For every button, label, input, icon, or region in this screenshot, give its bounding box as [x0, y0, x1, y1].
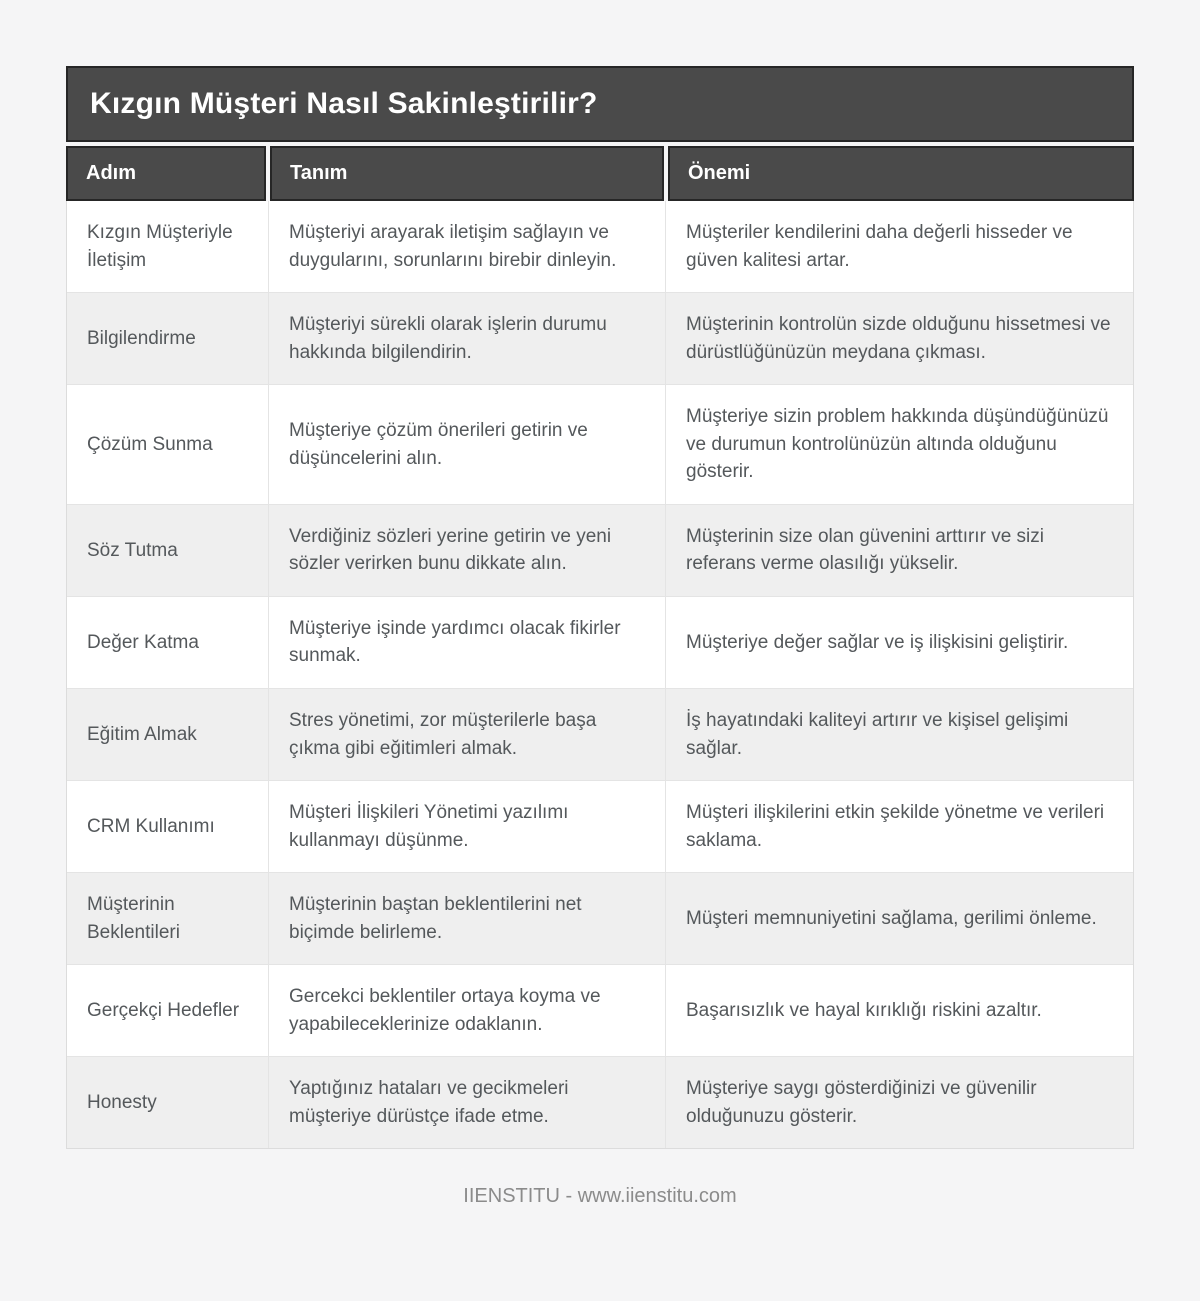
- table-row: [67, 688, 1133, 780]
- table-body: [66, 201, 1134, 1149]
- table-row: [67, 504, 1133, 596]
- definition-cell: Müşteriye çözüm önerileri getirin ve düşüncelerini alın.: [268, 385, 665, 504]
- step-cell: Çözüm Sunma: [87, 433, 213, 455]
- table-row: [67, 292, 1133, 384]
- page-title: Kızgın Müşteri Nasıl Sakinleştirilir?: [66, 66, 1134, 142]
- step-cell: Müşterinin Beklentileri: [87, 894, 180, 943]
- importance-cell: İş hayatındaki kaliteyi artırır ve kişisel gelişimi sağlar.: [665, 689, 1133, 780]
- table-row: [67, 596, 1133, 688]
- definition-cell: Yaptığınız hataları ve gecikmeleri müşteriye dürüstçe ifade etme.: [268, 1057, 665, 1148]
- step-cell: Eğitim Almak: [87, 723, 197, 745]
- content-container: [66, 0, 1134, 1268]
- importance-cell: Müşteriye sizin problem hakkında düşündüğünüzü ve durumun kontrolünüzün altında olduğunu gösterir.: [665, 385, 1133, 504]
- importance-cell: Müşterinin kontrolün sizde olduğunu hissetmesi ve dürüstlüğünüzün meydana çıkması.: [665, 293, 1133, 384]
- step-cell: Gerçekçi Hedefler: [87, 1000, 240, 1022]
- table-header-row: [66, 146, 1134, 201]
- importance-cell: Müşteri memnuniyetini sağlama, gerilimi önleme.: [665, 873, 1133, 964]
- importance-cell: Müşteriye saygı gösterdiğinizi ve güvenilir olduğunuzu gösterir.: [665, 1057, 1133, 1148]
- definition-cell: Müşteriye işinde yardımcı olacak fikirler sunmak.: [268, 597, 665, 688]
- importance-cell: Müşteriler kendilerini daha değerli hisseder ve güven kalitesi artar.: [665, 201, 1133, 292]
- step-cell: Kızgın Müşteriyle İletişim: [87, 222, 233, 271]
- step-cell: Değer Katma: [87, 631, 199, 653]
- table-row: [67, 201, 1133, 292]
- table-row: [67, 384, 1133, 504]
- definition-cell: Müşteriyi sürekli olarak işlerin durumu hakkında bilgilendirin.: [268, 293, 665, 384]
- definition-cell: Stres yönetimi, zor müşterilerle başa çıkma gibi eğitimleri almak.: [268, 689, 665, 780]
- importance-cell: Müşteriye değer sağlar ve iş ilişkisini geliştirir.: [665, 597, 1133, 688]
- definition-cell: Müşteriyi arayarak iletişim sağlayın ve duygularını, sorunlarını birebir dinleyin.: [268, 201, 665, 292]
- definition-cell: Müşterinin baştan beklentilerini net biçimde belirleme.: [268, 873, 665, 964]
- definition-cell: Gercekci beklentiler ortaya koyma ve yapabileceklerinize odaklanın.: [268, 965, 665, 1056]
- importance-cell: Müşteri ilişkilerini etkin şekilde yönetme ve verileri saklama.: [665, 781, 1133, 872]
- importance-cell: Müşterinin size olan güvenini arttırır ve sizi referans verme olasılığı yükselir.: [665, 505, 1133, 596]
- step-cell: CRM Kullanımı: [87, 815, 215, 837]
- table-row: [67, 872, 1133, 964]
- table-row: [67, 964, 1133, 1056]
- footer-credit: IIENSTITU - www.iienstitu.com: [463, 1185, 737, 1208]
- step-cell: Bilgilendirme: [87, 327, 196, 349]
- importance-cell: Başarısızlık ve hayal kırıklığı riskini azaltır.: [665, 965, 1133, 1056]
- step-cell: Honesty: [87, 1092, 157, 1114]
- column-header-onemi: Önemi: [668, 146, 1134, 201]
- table-row: [67, 780, 1133, 872]
- step-cell: Söz Tutma: [87, 539, 178, 561]
- definition-cell: Verdiğiniz sözleri yerine getirin ve yeni sözler verirken bunu dikkate alın.: [268, 505, 665, 596]
- table-row: [67, 1056, 1133, 1148]
- definition-cell: Müşteri İlişkileri Yönetimi yazılımı kullanmayı düşünme.: [268, 781, 665, 872]
- column-header-adim: Adım: [66, 146, 266, 201]
- column-header-tanim: Tanım: [270, 146, 664, 201]
